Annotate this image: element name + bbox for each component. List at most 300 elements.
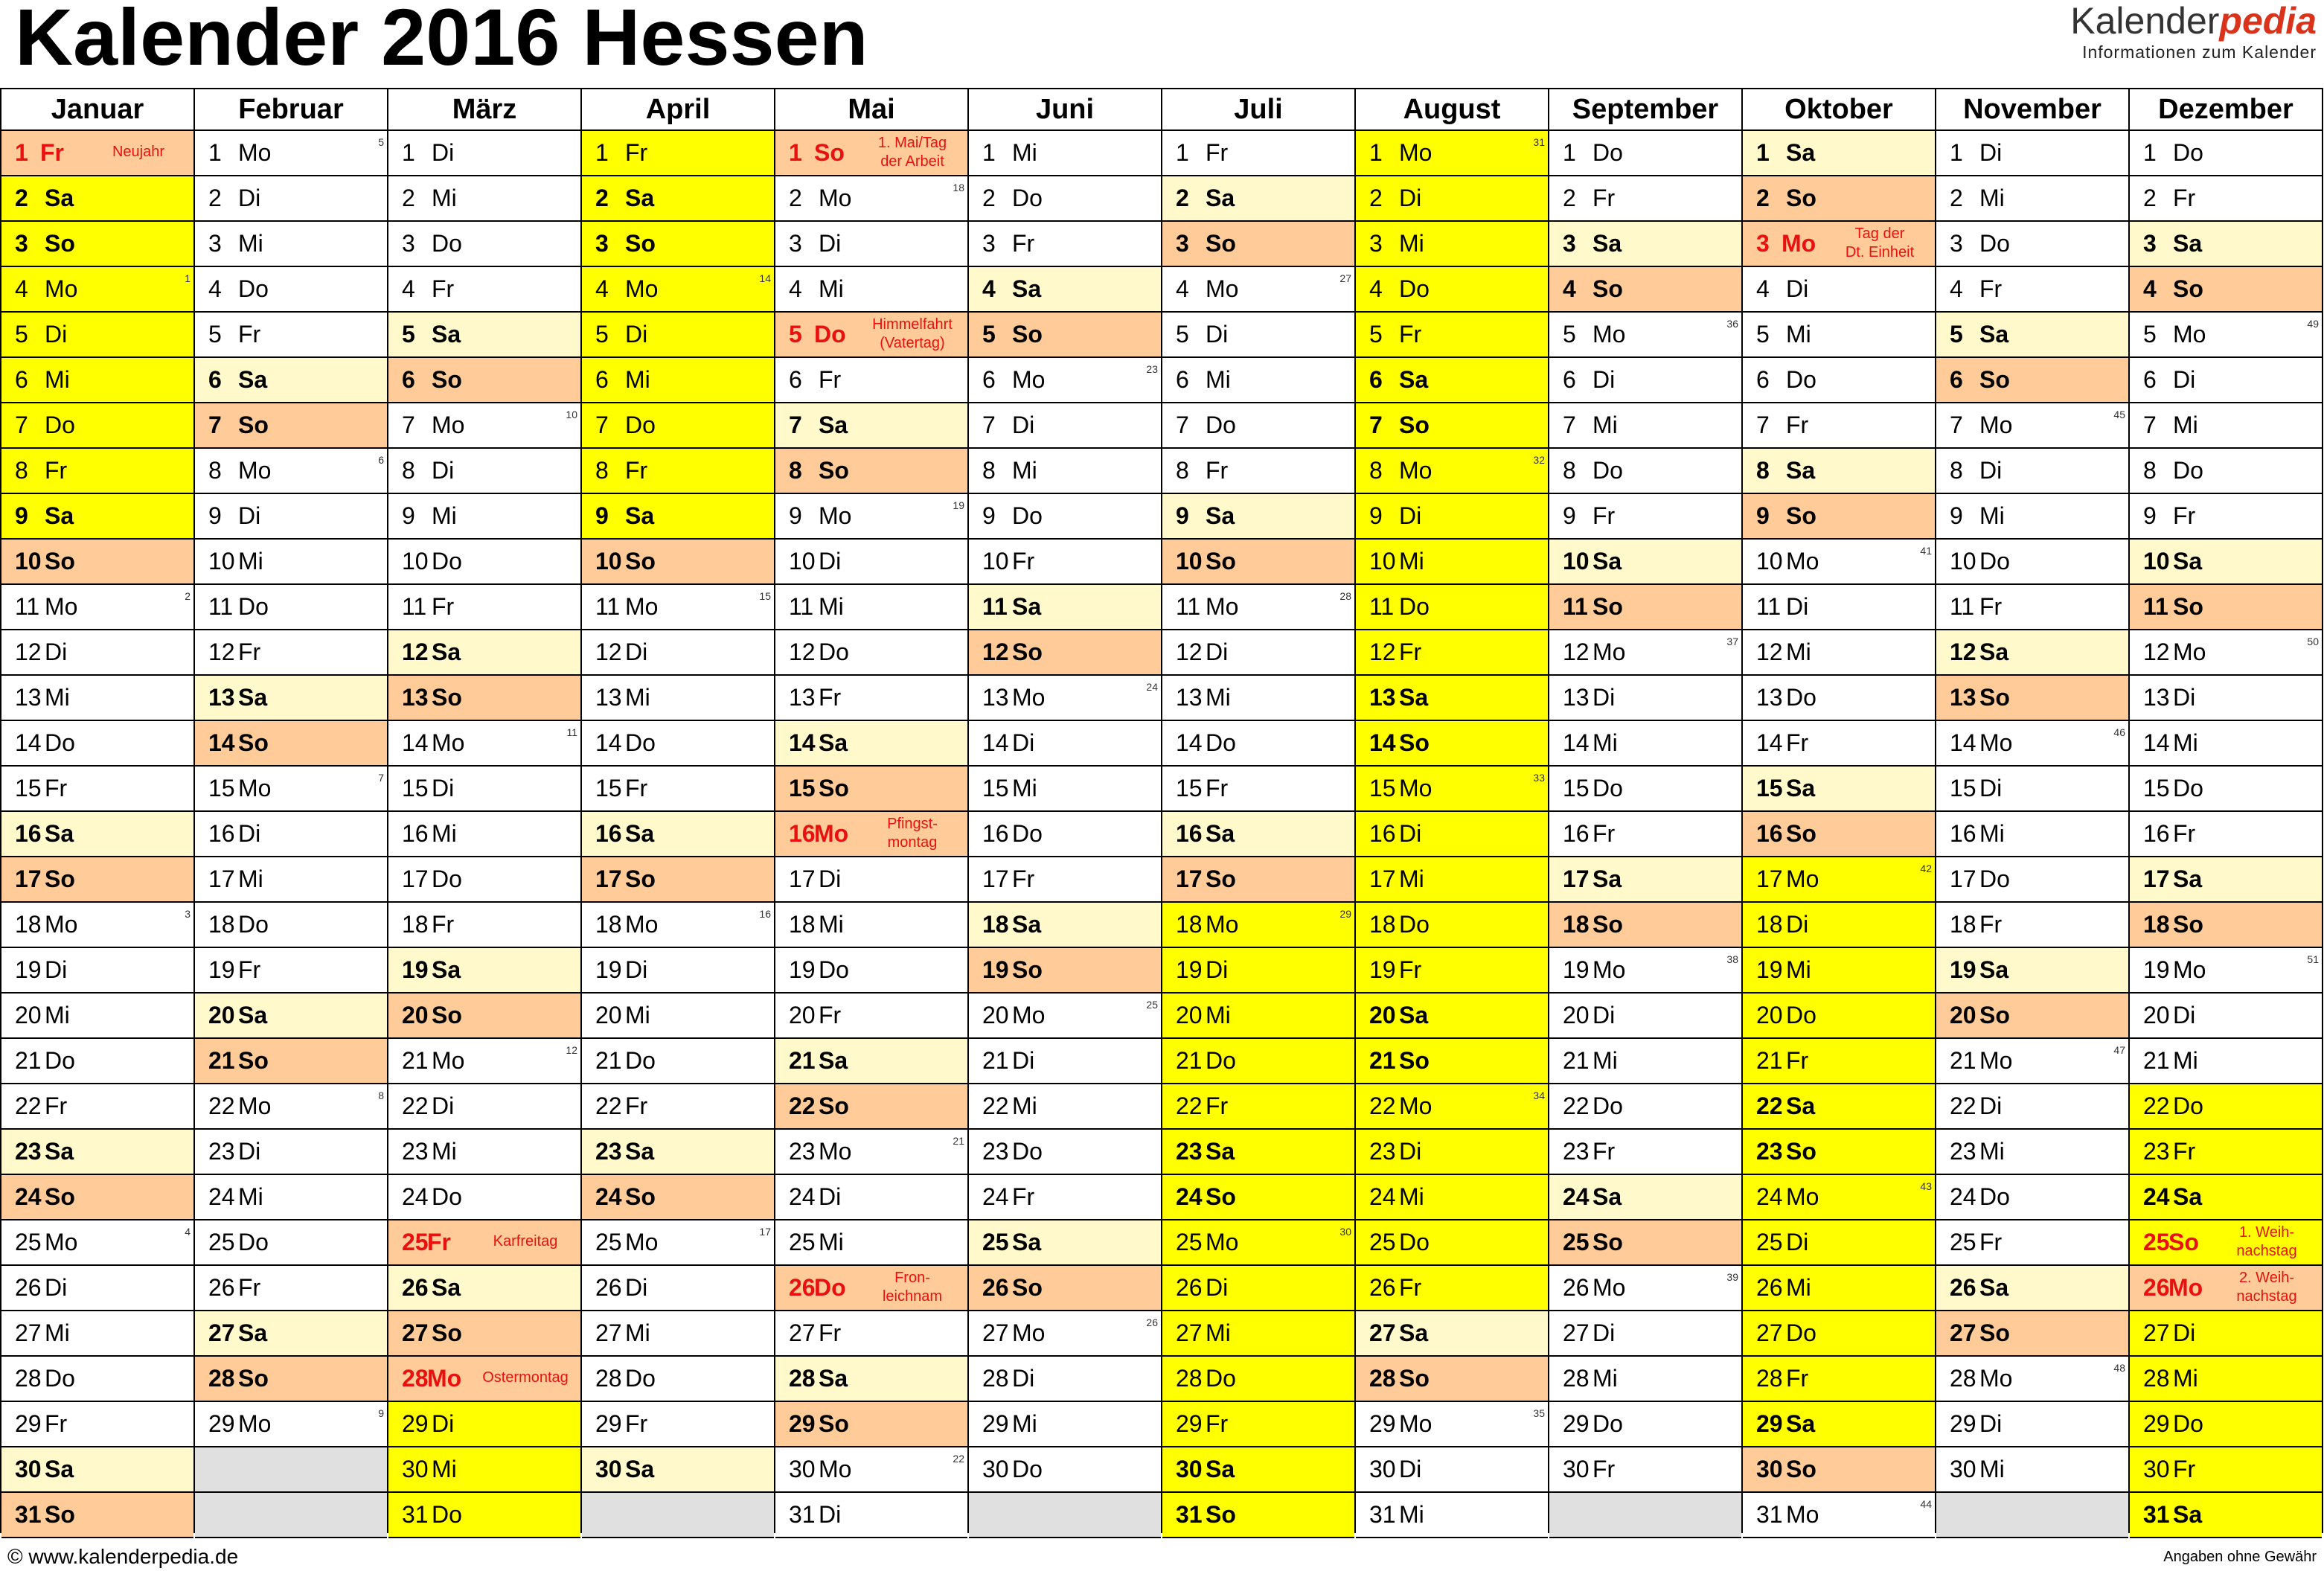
- day-cell: [1, 540, 193, 585]
- day-number: 21: [402, 1047, 429, 1074]
- day-cell: [2130, 1266, 2322, 1311]
- weekday-abbr: Mo: [1206, 275, 1239, 302]
- day-cell: [969, 267, 1161, 313]
- day-number: 22: [402, 1092, 429, 1119]
- day-cell: [582, 131, 774, 176]
- day-number: 17: [208, 866, 235, 892]
- day-cell: [2130, 1175, 2322, 1220]
- weekday-abbr: Do: [1786, 366, 1816, 393]
- day-number: 26: [1176, 1274, 1203, 1301]
- day-cell: [2130, 313, 2322, 358]
- day-number: 15: [1756, 775, 1783, 802]
- day-cell: [969, 131, 1161, 176]
- day-cell: [1743, 1357, 1935, 1402]
- week-number: 15: [759, 590, 771, 602]
- weekday-abbr: So: [1786, 185, 1816, 211]
- day-number: 12: [1756, 639, 1783, 665]
- day-number: 13: [1950, 684, 1976, 711]
- day-number: 31: [789, 1501, 816, 1528]
- weekday-abbr: Sa: [1012, 1229, 1042, 1255]
- day-cell: [2130, 812, 2322, 857]
- day-cell: [1162, 313, 1354, 358]
- day-cell: [195, 1311, 387, 1357]
- weekday-abbr: Do: [1012, 502, 1043, 529]
- day-cell: [582, 676, 774, 721]
- empty-day-cell: [582, 1493, 774, 1538]
- weekday-abbr: Mo: [1782, 230, 1816, 257]
- day-number: 23: [15, 1138, 42, 1165]
- day-number: 25: [1950, 1229, 1976, 1255]
- day-cell: [1936, 131, 2128, 176]
- week-number: 39: [1726, 1271, 1738, 1283]
- day-number: 6: [789, 366, 802, 393]
- weekday-abbr: Mo: [1012, 1002, 1046, 1028]
- day-cell: [1743, 540, 1935, 585]
- day-cell: [2130, 585, 2322, 630]
- day-cell: [969, 176, 1161, 222]
- day-number: 3: [1950, 230, 1963, 257]
- week-number: 23: [1146, 363, 1158, 375]
- day-cell: [1162, 1084, 1354, 1130]
- day-number: 21: [15, 1047, 42, 1074]
- week-number: 37: [1726, 636, 1738, 647]
- weekday-abbr: Mo: [2168, 1274, 2203, 1301]
- day-cell: [582, 1130, 774, 1175]
- day-number: 22: [1756, 1092, 1783, 1119]
- logo-tagline: Informationen zum Kalender: [2082, 42, 2317, 62]
- day-cell: [1, 676, 193, 721]
- day-number: 18: [595, 911, 622, 938]
- kalenderpedia-logo[interactable]: [2070, 0, 2317, 63]
- day-number: 14: [1756, 729, 1783, 756]
- weekday-abbr: Do: [1592, 457, 1623, 484]
- weekday-abbr: Mi: [1979, 1456, 2005, 1482]
- day-number: 11: [1756, 593, 1782, 620]
- day-number: 1: [15, 139, 28, 166]
- day-number: 17: [789, 866, 816, 892]
- weekday-abbr: Mi: [238, 548, 263, 575]
- day-cell: [775, 1039, 967, 1084]
- day-number: 25: [1756, 1229, 1783, 1255]
- day-number: 16: [982, 820, 1009, 847]
- day-cell: [388, 676, 580, 721]
- week-number: 26: [1146, 1316, 1158, 1328]
- week-number: 3: [185, 908, 191, 920]
- day-cell: [1162, 857, 1354, 903]
- day-cell: [2130, 403, 2322, 449]
- day-number: 29: [1950, 1410, 1976, 1437]
- day-number: 9: [1176, 502, 1189, 529]
- day-cell: [388, 1357, 580, 1402]
- day-number: 8: [1950, 457, 1963, 484]
- day-cell: [582, 948, 774, 994]
- weekday-abbr: Di: [1592, 366, 1616, 393]
- weekday-abbr: Fr: [432, 911, 455, 938]
- day-cell: [388, 903, 580, 948]
- weekday-abbr: Mi: [2173, 1047, 2198, 1074]
- day-cell: [969, 494, 1161, 540]
- weekday-abbr: Mi: [45, 1002, 70, 1028]
- day-number: 23: [2143, 1138, 2170, 1165]
- weekday-abbr: Fr: [1012, 548, 1035, 575]
- day-number: 10: [1756, 548, 1783, 575]
- weekday-abbr: Mo: [432, 1047, 465, 1074]
- weekday-abbr: Di: [45, 321, 68, 348]
- weekday-abbr: Do: [1012, 1456, 1043, 1482]
- footer-disclaimer: Angaben ohne Gewähr: [2163, 1549, 2317, 1565]
- day-cell: [195, 1266, 387, 1311]
- day-cell: [388, 721, 580, 767]
- day-number: 29: [1369, 1410, 1396, 1437]
- weekday-abbr: Do: [1206, 1365, 1236, 1392]
- weekday-abbr: Mi: [1399, 548, 1424, 575]
- weekday-abbr: So: [1979, 684, 2010, 711]
- day-cell: [582, 1357, 774, 1402]
- day-number: 21: [2143, 1047, 2170, 1074]
- day-cell: [388, 358, 580, 403]
- day-number: 19: [1563, 956, 1590, 983]
- day-number: 28: [402, 1365, 429, 1392]
- day-cell: [1743, 857, 1935, 903]
- weekday-abbr: Mi: [1786, 956, 1811, 983]
- day-cell: [1743, 1039, 1935, 1084]
- day-cell: [1162, 1039, 1354, 1084]
- day-number: 2: [208, 185, 222, 211]
- weekday-abbr: Mo: [45, 593, 78, 620]
- weekday-abbr: Di: [1399, 502, 1422, 529]
- day-cell: [1356, 1175, 1548, 1220]
- day-number: 3: [1756, 230, 1770, 257]
- day-number: 14: [208, 729, 235, 756]
- day-cell: [1936, 1039, 2128, 1084]
- day-number: 30: [402, 1456, 429, 1482]
- day-cell: [1356, 1311, 1548, 1357]
- day-cell: [1162, 540, 1354, 585]
- day-cell: [1356, 267, 1548, 313]
- weekday-abbr: Sa: [432, 639, 461, 665]
- day-cell: [1162, 812, 1354, 857]
- day-cell: [1743, 1130, 1935, 1175]
- weekday-abbr: Fr: [819, 1002, 842, 1028]
- weekday-abbr: Do: [625, 1047, 656, 1074]
- day-number: 9: [789, 502, 802, 529]
- day-cell: [1549, 313, 1741, 358]
- day-cell: [1356, 131, 1548, 176]
- day-cell: [1162, 676, 1354, 721]
- weekday-abbr: Di: [1979, 775, 2003, 802]
- day-number: 21: [1563, 1047, 1590, 1074]
- day-cell: [1, 857, 193, 903]
- day-cell: [1356, 494, 1548, 540]
- day-cell: [1, 176, 193, 222]
- day-cell: [1549, 1130, 1741, 1175]
- weekday-abbr: Sa: [1012, 593, 1042, 620]
- weekday-abbr: Di: [2173, 1319, 2196, 1346]
- weekday-abbr: Mi: [45, 1319, 70, 1346]
- day-cell: [1936, 903, 2128, 948]
- day-number: 15: [1950, 775, 1976, 802]
- day-cell: [1549, 767, 1741, 812]
- day-cell: [1356, 1266, 1548, 1311]
- holiday-label: [1829, 225, 1930, 262]
- week-number: 44: [1920, 1498, 1932, 1510]
- day-number: 5: [982, 321, 996, 348]
- day-cell: [388, 403, 580, 449]
- weekday-abbr: So: [432, 1002, 462, 1028]
- weekday-abbr: Do: [1592, 1092, 1623, 1119]
- day-cell: [388, 1266, 580, 1311]
- day-cell: [1, 767, 193, 812]
- day-number: 21: [1176, 1047, 1203, 1074]
- weekday-abbr: Sa: [432, 956, 461, 983]
- week-number: 18: [953, 182, 964, 193]
- empty-day-cell: [195, 1493, 387, 1538]
- day-number: 12: [208, 639, 235, 665]
- day-number: 7: [595, 412, 609, 438]
- weekday-abbr: Sa: [1592, 548, 1622, 575]
- weekday-abbr: Mo: [1012, 1319, 1046, 1346]
- day-number: 27: [595, 1319, 622, 1346]
- day-cell: [969, 1175, 1161, 1220]
- week-number: 28: [1339, 590, 1351, 602]
- weekday-abbr: So: [1786, 1138, 1816, 1165]
- day-cell: [1162, 449, 1354, 494]
- day-cell: [388, 540, 580, 585]
- week-number: 33: [1533, 772, 1545, 784]
- day-number: 11: [402, 593, 427, 620]
- day-cell: [2130, 267, 2322, 313]
- day-cell: [1549, 1084, 1741, 1130]
- week-number: 34: [1533, 1090, 1545, 1101]
- weekday-abbr: So: [814, 139, 845, 166]
- day-number: 18: [208, 911, 235, 938]
- day-number: 9: [208, 502, 222, 529]
- weekday-abbr: Mi: [432, 1456, 457, 1482]
- day-number: 18: [15, 911, 42, 938]
- day-number: 25: [595, 1229, 622, 1255]
- day-cell: [775, 721, 967, 767]
- holiday-label-line: (Vatertag): [880, 335, 945, 351]
- weekday-abbr: Mi: [625, 1319, 650, 1346]
- weekday-abbr: Sa: [2173, 548, 2203, 575]
- week-number: 50: [2307, 636, 2319, 647]
- day-number: 10: [1950, 548, 1976, 575]
- holiday-label-line: leichnam: [882, 1288, 943, 1305]
- day-number: 1: [1950, 139, 1963, 166]
- day-number: 1: [1563, 139, 1576, 166]
- day-cell: [1743, 585, 1935, 630]
- day-cell: [969, 313, 1161, 358]
- day-number: 15: [402, 775, 429, 802]
- weekday-abbr: Mo: [2173, 956, 2206, 983]
- weekday-abbr: Mo: [1592, 1274, 1626, 1301]
- day-cell: [1936, 994, 2128, 1039]
- weekday-abbr: Mi: [1399, 866, 1424, 892]
- weekday-abbr: Sa: [2173, 230, 2203, 257]
- day-number: 27: [208, 1319, 235, 1346]
- day-number: 4: [208, 275, 222, 302]
- day-number: 19: [982, 956, 1009, 983]
- weekday-abbr: So: [1399, 412, 1430, 438]
- week-number: 21: [953, 1135, 964, 1147]
- day-cell: [1743, 994, 1935, 1039]
- weekday-abbr: So: [1206, 1501, 1236, 1528]
- day-cell: [969, 812, 1161, 857]
- day-number: 12: [2143, 639, 2170, 665]
- weekday-abbr: Do: [1786, 1319, 1816, 1346]
- day-cell: [195, 222, 387, 267]
- day-cell: [582, 267, 774, 313]
- day-cell: [969, 1402, 1161, 1447]
- day-number: 23: [1756, 1138, 1783, 1165]
- day-cell: [1549, 222, 1741, 267]
- weekday-abbr: Mo: [238, 775, 272, 802]
- weekday-abbr: Mo: [1979, 1047, 2013, 1074]
- week-number: 29: [1339, 908, 1351, 920]
- week-number: 51: [2307, 953, 2319, 965]
- day-cell: [1936, 313, 2128, 358]
- day-number: 28: [208, 1365, 235, 1392]
- weekday-abbr: So: [625, 866, 656, 892]
- day-cell: [388, 1447, 580, 1493]
- day-number: 31: [1176, 1501, 1203, 1528]
- weekday-abbr: Do: [45, 1365, 75, 1392]
- day-number: 4: [1563, 275, 1576, 302]
- day-number: 7: [1563, 412, 1576, 438]
- weekday-abbr: Mo: [1012, 366, 1046, 393]
- day-cell: [2130, 676, 2322, 721]
- weekday-abbr: Mi: [625, 684, 650, 711]
- weekday-abbr: Mo: [432, 412, 465, 438]
- weekday-abbr: So: [1399, 729, 1430, 756]
- day-cell: [1549, 721, 1741, 767]
- day-number: 19: [789, 956, 816, 983]
- weekday-abbr: Fr: [1399, 639, 1422, 665]
- day-number: 8: [1563, 457, 1576, 484]
- week-number: 32: [1533, 454, 1545, 466]
- day-cell: [195, 812, 387, 857]
- day-cell: [1936, 630, 2128, 676]
- weekday-abbr: Fr: [1206, 775, 1229, 802]
- day-cell: [195, 449, 387, 494]
- weekday-abbr: Mi: [1206, 1319, 1231, 1346]
- weekday-abbr: Mi: [238, 230, 263, 257]
- weekday-abbr: Sa: [1979, 639, 2009, 665]
- holiday-label: [2216, 1269, 2317, 1306]
- footer-url[interactable]: © www.kalenderpedia.de: [7, 1545, 239, 1568]
- day-cell: [1356, 1493, 1548, 1538]
- day-cell: [1936, 857, 2128, 903]
- holiday-label-line: nachstag: [2236, 1288, 2297, 1305]
- day-number: 20: [595, 1002, 622, 1028]
- day-cell: [1162, 585, 1354, 630]
- weekday-abbr: Mo: [1399, 775, 1433, 802]
- weekday-abbr: Fr: [1206, 1092, 1229, 1119]
- day-number: 24: [1563, 1183, 1590, 1210]
- day-number: 16: [595, 820, 622, 847]
- day-cell: [1936, 585, 2128, 630]
- weekday-abbr: Do: [1979, 866, 2010, 892]
- empty-day-cell: [1549, 1493, 1741, 1538]
- day-number: 19: [1950, 956, 1976, 983]
- day-number: 14: [1369, 729, 1396, 756]
- day-cell: [2130, 1447, 2322, 1493]
- day-cell: [1, 1130, 193, 1175]
- month-header: Oktober: [1743, 88, 1935, 131]
- weekday-abbr: Do: [432, 230, 462, 257]
- day-number: 7: [15, 412, 28, 438]
- day-number: 30: [2143, 1456, 2170, 1482]
- day-number: 15: [1176, 775, 1203, 802]
- day-cell: [1, 630, 193, 676]
- weekday-abbr: Do: [625, 1365, 656, 1392]
- day-number: 17: [595, 866, 622, 892]
- weekday-abbr: Mi: [2173, 412, 2198, 438]
- day-cell: [969, 1266, 1161, 1311]
- day-cell: [2130, 630, 2322, 676]
- weekday-abbr: Fr: [427, 1229, 451, 1255]
- weekday-abbr: Di: [1399, 820, 1422, 847]
- weekday-abbr: Fr: [1399, 956, 1422, 983]
- empty-day-cell: [195, 1447, 387, 1493]
- weekday-abbr: Sa: [1592, 866, 1622, 892]
- weekday-abbr: Fr: [1979, 593, 2003, 620]
- month-column: [2128, 88, 2323, 1533]
- day-number: 7: [2143, 412, 2157, 438]
- weekday-abbr: Mi: [625, 1002, 650, 1028]
- day-number: 11: [1369, 593, 1395, 620]
- holiday-label-line: montag: [887, 834, 938, 851]
- day-cell: [775, 222, 967, 267]
- day-cell: [195, 313, 387, 358]
- day-cell: [1, 403, 193, 449]
- day-cell: [1743, 403, 1935, 449]
- weekday-abbr: Sa: [2173, 866, 2203, 892]
- day-number: 21: [789, 1047, 816, 1074]
- week-number: 38: [1726, 953, 1738, 965]
- weekday-abbr: Do: [45, 729, 75, 756]
- day-number: 19: [208, 956, 235, 983]
- day-number: 1: [1756, 139, 1770, 166]
- day-number: 14: [595, 729, 622, 756]
- day-number: 16: [1950, 820, 1976, 847]
- day-cell: [2130, 494, 2322, 540]
- weekday-abbr: Sa: [625, 502, 655, 529]
- month-header: Juli: [1162, 88, 1354, 131]
- day-cell: [1356, 994, 1548, 1039]
- day-cell: [582, 857, 774, 903]
- day-cell: [1162, 767, 1354, 812]
- weekday-abbr: So: [1012, 321, 1043, 348]
- day-number: 23: [982, 1138, 1009, 1165]
- day-number: 16: [2143, 820, 2170, 847]
- day-number: 25: [1176, 1229, 1203, 1255]
- weekday-abbr: Mo: [238, 1410, 272, 1437]
- day-number: 27: [1369, 1319, 1396, 1346]
- day-number: 21: [595, 1047, 622, 1074]
- weekday-abbr: Do: [2173, 1092, 2203, 1119]
- weekday-abbr: Do: [2173, 139, 2203, 166]
- day-cell: [2130, 1130, 2322, 1175]
- weekday-abbr: Mo: [238, 139, 272, 166]
- day-number: 17: [402, 866, 429, 892]
- day-cell: [775, 358, 967, 403]
- day-cell: [775, 994, 967, 1039]
- day-number: 17: [15, 866, 42, 892]
- day-cell: [1162, 1130, 1354, 1175]
- day-number: 13: [208, 684, 235, 711]
- weekday-abbr: Sa: [1012, 275, 1042, 302]
